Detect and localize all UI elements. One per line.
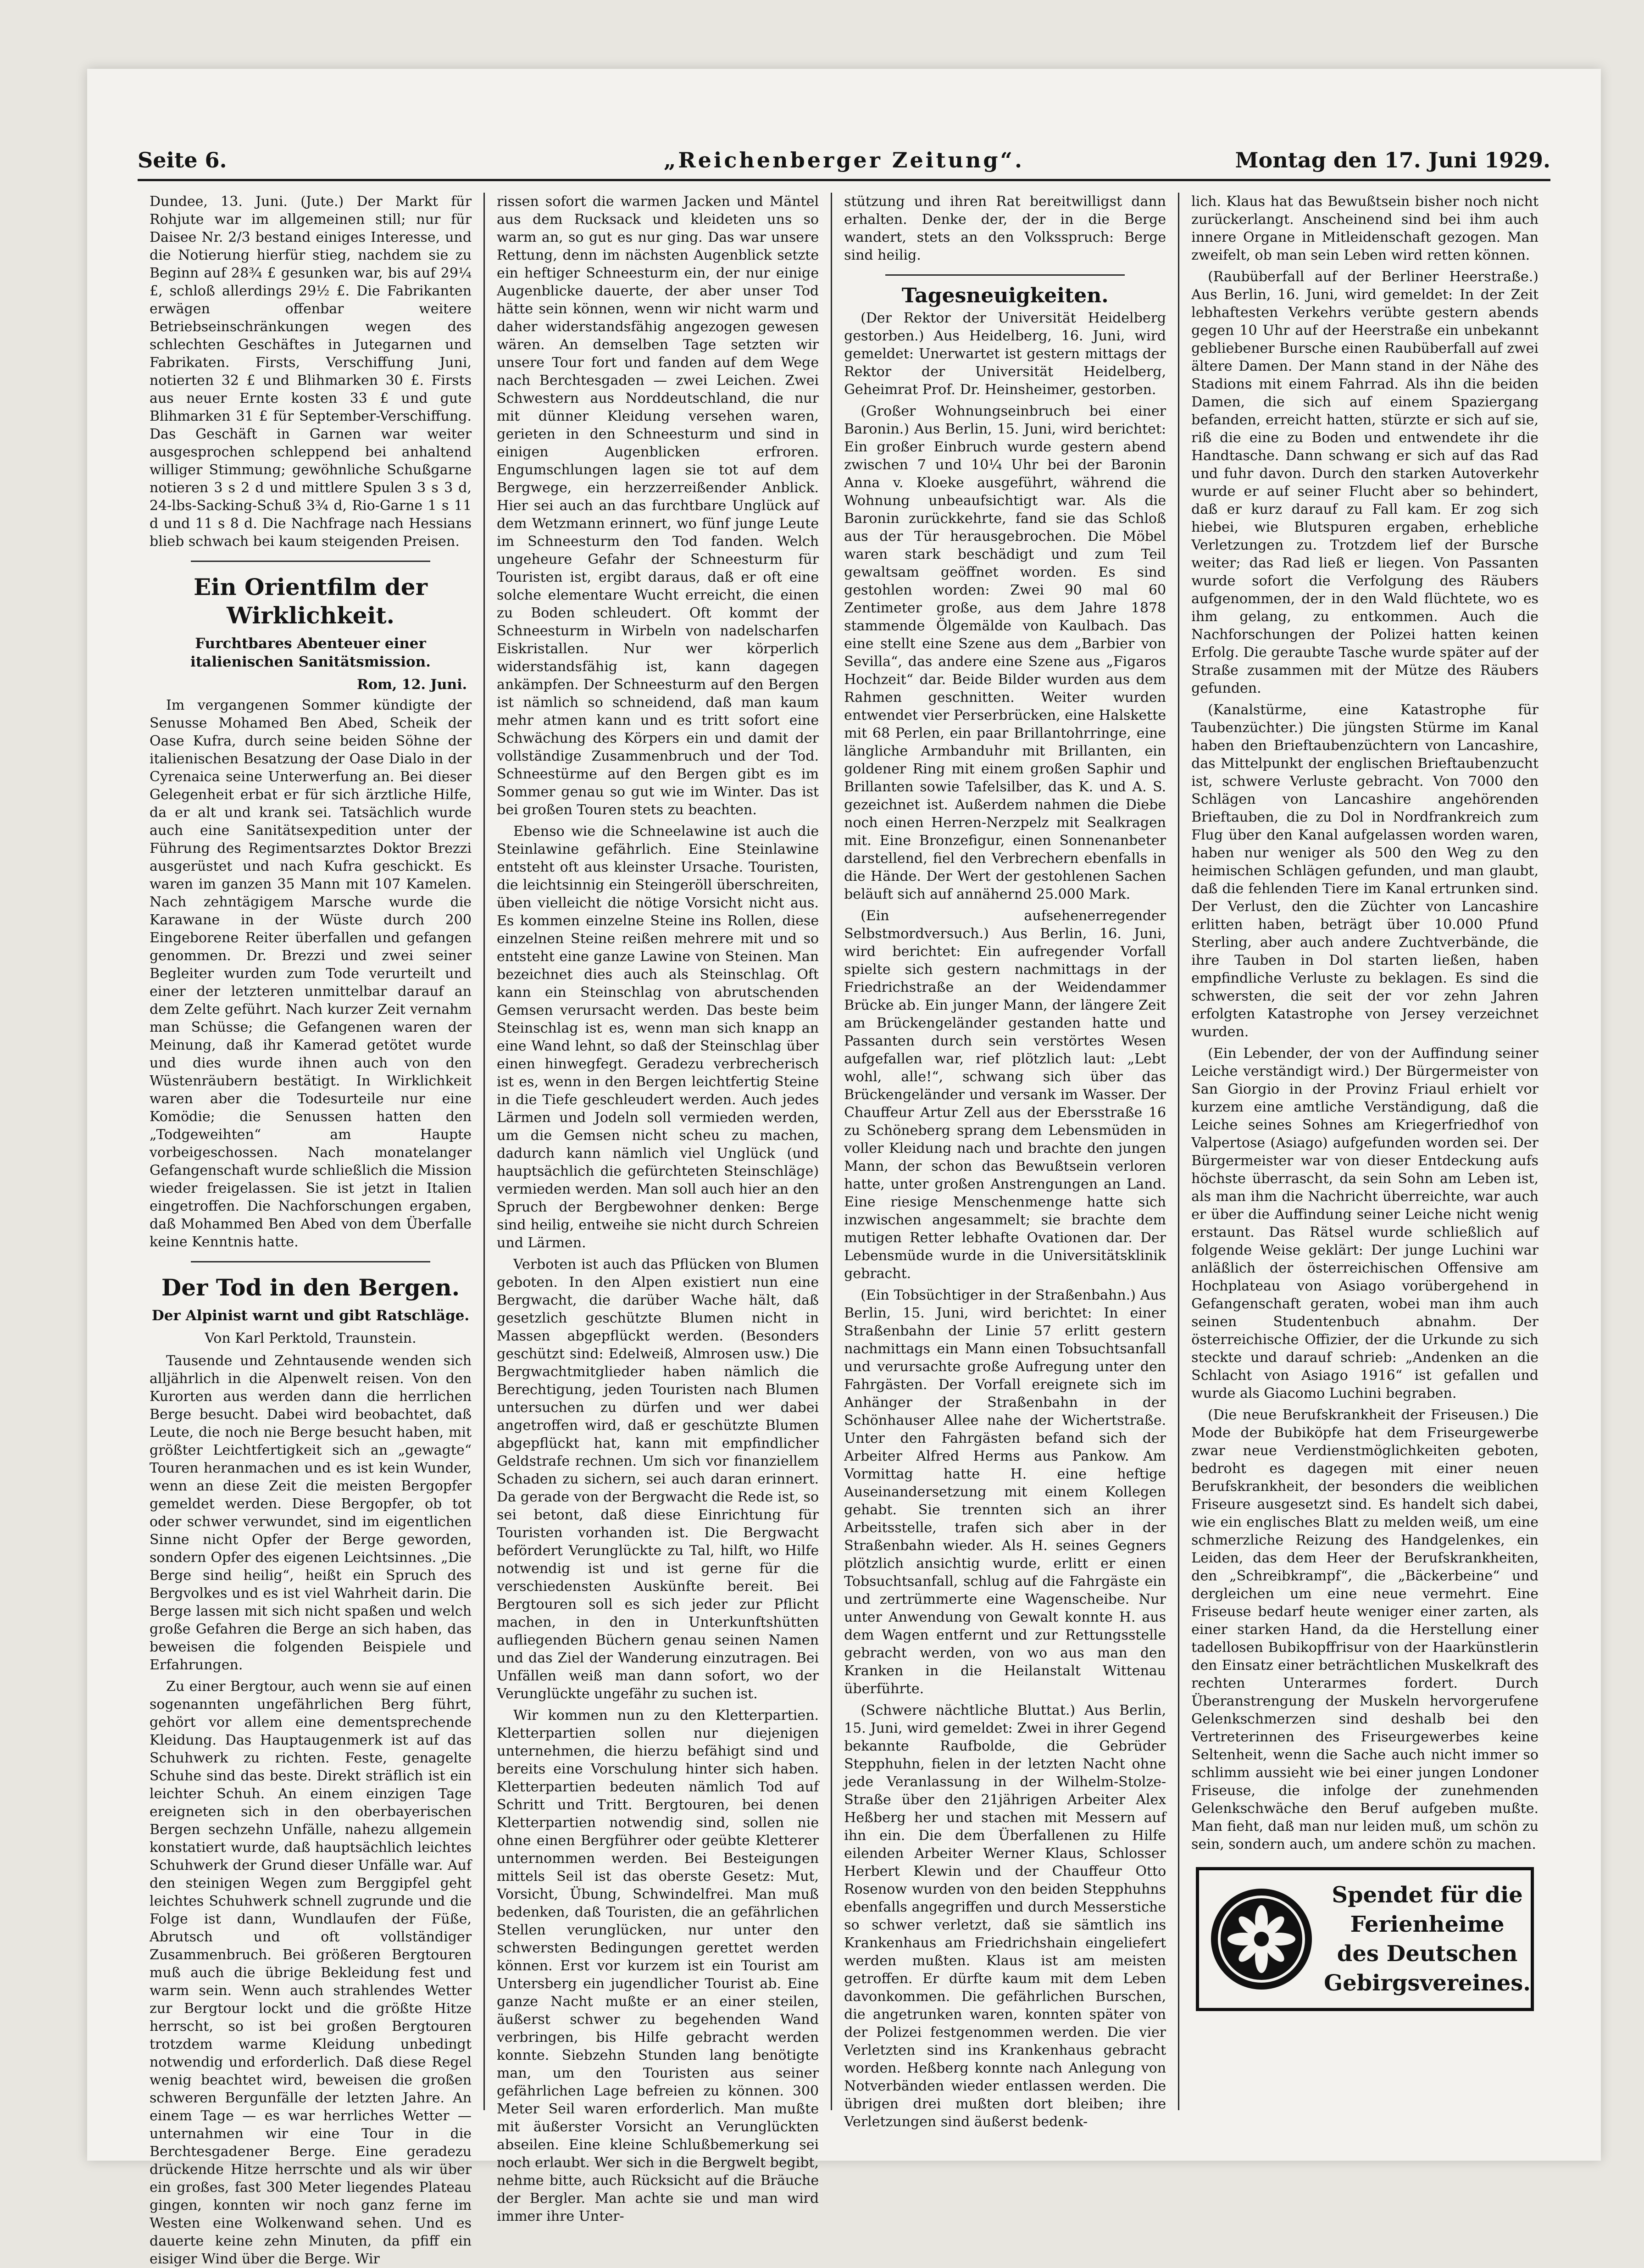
section-heading: Tagesneuigkeiten. — [901, 284, 1109, 307]
article-headline: Ein Orientfilm der Wirklichkeit. — [194, 573, 428, 629]
page-header — [138, 138, 1550, 181]
ad-line: Ferienheime — [1350, 1912, 1505, 1937]
page-number: Seite 6. — [138, 148, 227, 172]
newspaper-page — [87, 69, 1601, 2267]
article-paragraph: Ebenso wie die Schneelawine ist auch die Steinlawine gefährlich. Eine Steinlawine entsteht oft aus kleinster Ursache. Touristen, die leichtsinnig ein Steingeröll überschreiten, üben vielleicht die nötige Vorsicht nicht aus. Es kommen einzelne Steine ins Rollen, diese einzelnen Steine reißen mehrere mit und so entsteht eine ganze Lawine von Steinen. Man bezeichnet dies auch als Steinschlag. Oft kann ein Steinschlag von abrutschenden Gemsen verursacht werden. Das beste beim Steinschlag ist es, wenn man sich knapp an eine Wand lehnt, so daß der Steinschlag über einen hinwegfegt. Geradezu verbrecherisch ist es, wenn in den Bergen leichtfertig Steine in die Tiefe geschleudert werden. Auch jedes Lärmen und Jodeln soll vermieden werden, um die Gemsen nicht scheu zu machen, dadurch kann nämlich viel Unglück (und hauptsächlich die gefürchteten Steinschläge) vermieden werden. Man soll auch hier an den Spruch der Bergbewohner denken: Berge sind heilig, entweihe sie nicht durch Schreien und Lärmen. — [497, 823, 819, 1251]
column-2 — [485, 193, 832, 2224]
article-paragraph: rissen sofort die warmen Jacken und Mäntel aus dem Rucksack und kleideten uns so warm an, so gut es nur ging. Das war unsere Rettung, denn im nächsten Augenblick setzte ein heftiger Schneesturm ein, der nur einige Augenblicke dauerte, der aber unser Tod hätte sein können, wenn wir nicht warm und daher widerstandsfähig angezogen gewesen wären. An demselben Tage setzten wir unsere Tour fort und fanden auf dem Wege nach Berchtesgaden — zwei Leichen. Zwei Schwestern aus Norddeutschland, die nur mit dünner Kleidung versehen waren, gerieten in den Schneesturm und sind in einigen Augenblicken erfroren. Engumschlungen lagen sie tot auf dem Bergwege, ein herzzerreißender Anblick. Hier sei auch an das furchtbare Unglück auf dem Wetzmann erinnert, wo fünf junge Leute im Schneesturm den Tod fanden. Welch ungeheure Gefahr der Schneesturm für Touristen ist, ergibt daraus, daß er oft eine solche elementare Wucht erreicht, die einen zu Boden schleudert. Oft kommt der Schneesturm in Wirbeln von nadelscharfen Eiskristallen. Nur wer körperlich widerstandsfähig ist, kann dagegen ankämpfen. Der Schneesturm auf den Bergen ist nämlich so schneidend, daß man kaum mehr atmen kann und es tritt sofort eine Schwächung des Körpers ein und damit der vollständige Zusammenbruch und der Tod. Schneestürme auf den Bergen gibt es im Sommer genau so gut wie im Winter. Das ist bei großen Touren stets zu beachten. — [497, 194, 819, 818]
article-paragraph: lich. Klaus hat das Bewußtsein bisher noch nicht zurückerlangt. Anscheinend sind bei ihm auch innere Organe in Mitleidenschaft gezogen. Man zweifelt, ob man sein Leben wird retten können. — [1191, 194, 1539, 263]
advertisement-box — [1196, 1867, 1534, 2011]
market-report: Dundee, 13. Juni. (Jute.) Der Markt für Rohjute war im allgemeinen still; nur für Daisee Nr. 2/3 bestand einiges Interesse, und die Notierung hierfür stieg, nachdem sie zu Beginn auf 28¾ £ gesunken war, bis auf 29¼ £, schloß allerdings 29½ £. Die Fabrikanten erwägen offenbar weitere Betriebseinschränkungen wegen des schlechten Geschäftes in Jutegarnen und Fabrikaten. Firsts, Verschiffung Juni, notierten 32 £ und Blihmarken 30 £. Firsts aus neuer Ernte kosten 33 £ und gute Blihmarken 31 £ für September-Verschiffung. Das Geschäft in Garnen war weiter ausgesprochen schleppend bei anhaltend williger Stimmung; gewöhnliche Schußgarne notieren 3 s 2 d und mittlere Spulen 3 s 3 d, 24-lbs-Sacking-Schuß 3¾ d, Rio-Garne 1 s 11 d und 11 s 8 d. Die Nachfrage nach Hessians blieb schwach bei kaum steigenden Preisen. — [150, 194, 472, 550]
newspaper-title: „Reichenberger Zeitung“. — [663, 148, 1025, 172]
ad-line: des Deutschen — [1337, 1941, 1518, 1967]
issue-date: Montag den 17. Juni 1929. — [1235, 148, 1550, 172]
advertisement-text — [1324, 1880, 1531, 1998]
ad-line: Gebirgsvereines. — [1324, 1970, 1531, 1996]
article-headline: Der Tod in den Bergen. — [161, 1274, 460, 1301]
news-item: (Die neue Berufskrankheit der Friseusen.) Die Mode der Bubiköpfe hat dem Friseurgewerbe zwar neue Verdienstmöglichkeiten geboten, bedroht es dagegen mit einer neuen Berufskrankheit, der besonders die weiblichen Friseure ausgesetzt sind. Es handelt sich dabei, wie ein englisches Blatt zu melden weiß, um eine schmerzliche Reizung des Handgelenkes, ein Leiden, das dem Heer der Berufskrankheiten, den „Schreibkrampf“, die „Bäckerbeine“ und dergleichen um eine neue vermehrt. Eine Friseuse bedarf heute weniger einer zarten, als einer starken Hand, da die Herstellung einer tadellosen Bubikopffrisur von der Haarkünstlerin den Einsatz einer beträchtlichen Muskelkraft des rechten Unterarmes fordert. Durch Überanstrengung der Muskeln hervorgerufene Gelenkschmerzen sind deshalb bei den Vertreterinnen des Friseurgewerbes keine Seltenheit, wenn die Sache auch nicht immer so schlimm aussieht wie bei einer jungen Londoner Friseuse, die infolge der zunehmenden Gelenkschwäche den Beruf aufgeben mußte. Man fieht, daß man nur leiden muß, um schön zu sein, sondern auch, um andere schön zu machen. — [1191, 1407, 1539, 1852]
ad-line: Spendet für die — [1332, 1882, 1523, 1908]
article-dateline: Rom, 12. Juni. — [357, 677, 467, 693]
article-paragraph: Im vergangenen Sommer kündigte der Senusse Mohamed Ben Abed, Scheik der Oase Kufra, durch seine beiden Söhne der italienischen Besatzung der Oase Dialo in der Cyrenaica seine Unterwerfung an. Bei dieser Gelegenheit erbat er für sich ärztliche Hilfe, da er alt und krank sei. Tatsächlich wurde auch eine Sanitätsexpedition unter der Führung des Regimentsarztes Doktor Brezzi ausgerüstet und nach Kufra geschickt. Es waren im ganzen 35 Mann mit 107 Kamelen. Nach zehntägigem Marsche wurde die Karawane in der Wüste durch 200 Eingeborene Reiter überfallen und gefangen genommen. Dr. Brezzi und zwei seiner Begleiter wurden zum Tode verurteilt und einer der letzteren unmittelbar darauf an dem Zelte geführt. Nach kurzer Zeit vernahm man Schüsse; die Gefangenen waren der Meinung, daß ihr Kamerad getötet wurde und dies wurde ihnen auch von den Wüstenräubern bestätigt. In Wirklichkeit waren aber die Todesurteile nur eine Komödie; die Senussen hatten den „Todgeweihten“ am Haupte vorbeigeschossen. Nach monatelanger Gefangenschaft wurde schließlich die Mission wieder freigelassen. Sie ist jetzt in Italien eingetroffen. Die Nachforschungen ergaben, daß Mohammed Ben Abed von dem Überfalle keine Kenntnis hatte. — [150, 697, 472, 1250]
article-paragraph: Verboten ist auch das Pflücken von Blumen geboten. In den Alpen existiert nun eine Bergwacht, die darüber Wache hält, daß gesetzlich geschützte Blumen nicht in Massen abgepflückt werden. (Besonders geschützt sind: Edelweiß, Almrosen usw.) Die Bergwachtmitglieder haben nämlich die Berechtigung, jeden Touristen nach Blumen untersuchen zu dürfen und wer dabei angetroffen wird, daß er geschützte Blumen abgepflückt hat, kann mit empfindlicher Geldstrafe rechnen. Um sich vor finanziellem Schaden zu sichern, sei auch daran erinnert. Da gerade von der Bergwacht die Rede ist, so sei betont, daß diese Einrichtung für Touristen vorhanden ist. Die Bergwacht befördert Verunglückte zu Tal, hilft, wo Hilfe notwendig ist und ist gerne für die verschiedensten Auskünfte bereit. Bei Bergtouren soll es sich jeder zur Pflicht machen, in den in Unterkunftshütten aufliegenden Büchern genau seinen Namen und das Ziel der Wanderung einzutragen. Bei Unfällen weiß man dann sofort, wo der Verunglückte ungefähr zu suchen ist. — [497, 1256, 819, 1702]
column-4 — [1179, 193, 1550, 2110]
column-1 — [138, 193, 485, 2267]
news-item: (Ein Lebender, der von der Auffindung seiner Leiche verständigt wird.) Der Bürgermeister von San Giorgio in der Provinz Friaul erhielt vor kurzem eine amtliche Verständigung, daß die Leiche seines Sohnes am Kriegerfriedhof von Valpertose (Asiago) aufgefunden worden sei. Der Bürgermeister war von dieser Entdeckung aufs höchste überrascht, da sein Sohn am Leben ist, als man ihm die Nachricht überreichte, war auch er über die Auffindung seiner Leiche nicht wenig erstaunt. Das Rätsel wurde schließlich auf folgende Weise geklärt: Der junge Luchini war anläßlich der österreichischen Offensive am Hochplateau von Asiago vorübergehend in Gefangenschaft geraten, wobei man ihm auch seinen Studentenbuch abnahm. Der österreichische Offizier, der die Urkunde zu sich steckte und darauf schrieb: „Andenken an die Schlacht von Asiago 1916“ ist gefallen und wurde als Giacomo Luchini begraben. — [1191, 1045, 1539, 1401]
article-paragraph: Tausende und Zehntausende wenden sich alljährlich in die Alpenwelt reisen. Von den Kurorten aus werden dann die herrlichen Berge besucht. Dabei wird beobachtet, daß Leute, die noch nie Berge besucht haben, mit größter Leichtfertigkeit sich an „gewagte“ Touren heranmachen und es ist kein Wunder, wenn an diese Zeit die meisten Bergopfer gemeldet werden. Diese Bergopfer, ob tot oder schwer verwundet, sind im eigentlichen Sinne nicht Opfer der Berge geworden, sondern Opfer des eigenen Leichtsinnes. „Die Berge sind heilig“, heißt ein Spruch des Bergvolkes und es ist viel Wahrheit darin. Die Berge lassen mit sich nicht spaßen und welch große Gefahren die Berge an sich haben, das beweisen die folgenden Beispiele und Erfahrungen. — [150, 1353, 472, 1673]
article-paragraph: Zu einer Bergtour, auch wenn sie auf einen sogenannten ungefährlichen Berg führt, gehört vor allem eine dementsprechende Kleidung. Das Hauptaugenmerk ist auf das Schuhwerk zu richten. Feste, genagelte Schuhe sind das beste. Direkt sträflich ist ein leichter Schuh. An einem einzigen Tage ereigneten sich in den oberbayerischen Bergen sechzehn Unfälle, nahezu allgemein konstatiert wurde, daß hauptsächlich leichtes Schuhwerk der Grund dieser Unfälle war. Auf den steinigen Wegen zum Berggipfel geht leichtes Schuhwerk schnell zugrunde und die Folge ist dann, Wundlaufen der Füße, Abrutsch und oft vollständiger Zusammenbruch. Bei größeren Bergtouren muß auch die übrige Bekleidung fest und warm sein. Wenn auch strahlendes Wetter zur Bergtour lockt und die größte Hitze herrscht, so ist bei großen Bergtouren trotzdem warme Kleidung unbedingt notwendig und erforderlich. Daß diese Regel wenig beachtet wird, beweisen die großen schweren Bergunfälle der letzten Jahre. An einem Tage — es war herrliches Wetter — unternahmen wir eine Tour in die Berchtesgadener Berge. Eine geradezu drückende Hitze herrschte und als wir über ein großes, fast 300 Meter liegendes Plateau gingen, konnten wir noch ganz ferne im Westen eine Wolkenwand sehen. Und es dauerte keine zehn Minuten, da pfiff ein eisiger Wind über die Berge. Wir — [150, 1679, 472, 2267]
divider — [191, 561, 430, 562]
news-item: (Ein aufsehenerregender Selbstmordversuch.) Aus Berlin, 16. Juni, wird berichtet: Ein aufregender Vorfall spielte sich gestern nachmittags in der Friedrichstraße an der Weidendammer Brücke ab. Ein junger Mann, der längere Zeit am Brückengeländer gestanden hatte und Passanten durch sein verstörtes Wesen aufgefallen war, rief plötzlich laut: „Lebt wohl, alle!“, schwang sich über das Brückengeländer und versank im Wasser. Der Chauffeur Artur Zell aus der Ebersstraße 16 zu Schöneberg sprang dem Lebensmüden in voller Kleidung nach und brachte den jungen Mann, der schon das Bewußtsein verloren hatte, unter großen Anstrengungen an Land. Eine riesige Menschenmenge hatte sich inzwischen angesammelt; sie brachte dem mutigen Retter lebhafte Ovationen dar. Der Lebensmüde wurde in die Universitätsklinik gebracht. — [844, 908, 1166, 1282]
news-item: (Kanalstürme, eine Katastrophe für Taubenzüchter.) Die jüngsten Stürme im Kanal haben den Brieftaubenzüchtern von Lancashire, das Mittelpunkt der englischen Brieftaubenzucht ist, schwere Verluste gebracht. Von 7000 den Schlägen von Lancashire angehörenden Brieftauben, die zu Dol in Nordfrankreich zum Flug über den Kanal aufgelassen worden waren, haben nur weniger als 500 den Weg zu den heimischen Schlägen gefunden, und man glaubt, daß die fehlenden Tiere im Kanal ertrunken sind. Der Verlust, den die Züchter von Lancashire erlitten haben, beträgt über 10.000 Pfund Sterling, aber auch andere Zuchtverbände, die ihre Tauben in Dol starten ließen, haben empfindliche Verluste zu beklagen. Es sind die schwersten, die seit der vor zehn Jahren erfolgten Katastrophe von Jersey verzeichnet wurden. — [1191, 702, 1539, 1040]
edelweiss-emblem-icon — [1211, 1889, 1312, 1990]
divider — [885, 274, 1125, 276]
news-item: (Raubüberfall auf der Berliner Heerstraße.) Aus Berlin, 16. Juni, wird gemeldet: In der Zeit lebhaftesten Verkehrs verübte gestern abends gegen 10 Uhr auf der Heerstraße ein unbekannt gebliebener Bursche einen Raubüberfall auf zwei ältere Damen. Der Mann stand in der Nähe des Stadions mit einem Fahrrad. Als ihn die beiden Damen, die sich auf einem Spaziergang befanden, erreicht hatten, stürzte er sich auf sie, riß die eine zu Boden und entwendete ihr die Handtasche. Dann schwang er sich auf das Rad und fuhr davon. Durch den starken Autoverkehr wurde er auf seiner Flucht aber so behindert, daß er kurz darauf zu Fall kam. Er zog sich hiebei, wie Blutspuren ergaben, erhebliche Verletzungen zu. Trotzdem lief der Bursche weiter; das Rad ließ er liegen. Von Passanten wurde sofort die Verfolgung des Räubers aufgenommen, der in den Wald flüchtete, wo es ihm gelang, zu entkommen. Auch die Nachforschungen der Polizei hatten keinen Erfolg. Die geraubte Tasche wurde später auf der Straße zusammen mit der Mütze des Räubers gefunden. — [1191, 269, 1539, 696]
news-item: (Der Rektor der Universität Heidelberg gestorben.) Aus Heidelberg, 16. Juni, wird gemeldet: Unerwartet ist gestern mittags der Rektor der Universität Heidelberg, Geheimrat Prof. Dr. Heinsheimer, gestorben. — [844, 310, 1166, 398]
divider — [191, 1261, 430, 1262]
article-subheadline: Furchtbares Abenteuer einer italienischen Sanitätsmission. — [190, 635, 431, 670]
article-paragraph: stützung und ihren Rat bereitwilligst dann erhalten. Denke der, der in die Berge wandert, stets an den Volksspruch: Berge sind heilig. — [844, 194, 1166, 263]
article-columns — [138, 193, 1550, 2267]
news-item: (Großer Wohnungseinbruch bei einer Baronin.) Aus Berlin, 15. Juni, wird berichtet: Ein großer Einbruch wurde gestern abend zwischen 7 und 10¼ Uhr bei der Baronin Anna v. Kloeke ausgeführt, während die Wohnung unbeaufsichtigt war. Als die Baronin zurückkehrte, fand sie das Schloß aus der Tür herausgebrochen. Die Möbel waren stark beschädigt und zum Teil gewaltsam geöffnet worden. Es sind gestohlen worden: Zwei 90 mal 60 Zentimeter große, aus dem Jahre 1878 stammende Ölgemälde von Kaulbach. Das eine stellt eine Szene aus dem „Barbier von Sevilla“, das andere eine Szene aus „Figaros Hochzeit“ dar. Beide Bilder wurden aus dem Rahmen geschnitten. Weiter wurden entwendet vier Perserbrücken, eine Halskette mit 68 Perlen, ein paar Brillantohrringe, eine längliche Armbanduhr mit Brillanten, ein goldener Ring mit einem großen Saphir und Brillanten sowie Tafelsilber, das K. und A. S. gezeichnet ist. Außerdem nahmen die Diebe noch einen Herren-Nerzpelz mit Sealkragen mit. Eine Bronzefigur, einen Sonnenanbeter darstellend, fiel den Verbrechern ebenfalls in die Hände. Der Wert der gestohlenen Sachen beläuft sich auf annähernd 25.000 Mark. — [844, 403, 1166, 902]
article-subheadline: Der Alpinist warnt und gibt Ratschläge. — [151, 1307, 470, 1324]
news-item: (Schwere nächtliche Bluttat.) Aus Berlin, 15. Juni, wird gemeldet: Zwei in ihrer Gegend bekannte Raufbolde, die Gebrüder Stepphuhn, fielen in der letzten Nacht ohne jede Veranlassung in der Wilhelm-Stolze-Straße über den 21jährigen Arbeiter Alex Heßberg her und stachen mit Messern auf ihn ein. Die dem Überfallenen zu Hilfe eilenden Arbeiter Werner Klaus, Schlosser Herbert Klewin und der Chauffeur Otto Rosenow wurden von den beiden Stepphuhns ebenfalls angegriffen und durch Messerstiche so schwer verletzt, daß sie sämtlich ins Krankenhaus am Friedrichshain eingeliefert werden mußten. Klaus ist am meisten getroffen. Er dürfte kaum mit dem Leben davonkommen. Die gefährlichen Burschen, die angetrunken waren, konnten später von der Polizei festgenommen werden. Die vier Verletzten sind ins Krankenhaus gebracht worden. Heßberg konnte nach Anlegung von Notverbänden wieder entlassen werden. Die übrigen drei mußten dort bleiben; ihre Verletzungen sind äußerst bedenk- — [844, 1702, 1166, 2130]
article-paragraph: Wir kommen nun zu den Kletterpartien. Kletterpartien sollen nur diejenigen unternehmen, die hierzu befähigt sind und bereits eine Vorschulung hinter sich haben. Kletterpartien bedeuten nämlich Tod auf Schritt und Tritt. Bergtouren, bei denen Kletterpartien notwendig sind, sollen nie ohne einen Bergführer oder geübte Kletterer unternommen werden. Bei Besteigungen mittels Seil ist das oberste Gesetz: Mut, Vorsicht, Übung, Schwindelfrei. Man muß bedenken, daß Touristen, die an gefährlichen Stellen verunglücken, nur unter den schwersten Bedingungen gerettet werden können. Erst vor kurzem ist ein Tourist am Untersberg ein jugendlicher Tourist ab. Eine ganze Nacht mußte er an einer steilen, äußerst schwer zu begehenden Wand verbringen, bis Hilfe gebracht werden konnte. Siebzehn Stunden lang benötigte man, um den Touristen aus seiner gefährlichen Lage befreien zu können. 300 Meter Seil waren erforderlich. Man mußte mit äußerster Vorsicht an Verunglückten abseilen. Eine kleine Schlußbemerkung sei noch erlaubt. Wer sich in die Bergwelt begibt, nehme bitte, auch Rücksicht auf die Bräuche der Bergler. Man achte sie und man wird immer ihre Unter- — [497, 1707, 819, 2224]
news-item: (Ein Tobsüchtiger in der Straßenbahn.) Aus Berlin, 15. Juni, wird berichtet: In einer Straßenbahn der Linie 57 erlitt gestern nachmittags ein Mann einen Tobsuchtsanfall und verursachte große Aufregung unter den Fahrgästen. Der Vorfall ereignete sich im Anhänger der Straßenbahn in der Schönhauser Allee nahe der Wichertstraße. Unter den Fahrgästen befand sich der Arbeiter Alfred Herms aus Pankow. Am Vormittag hatte H. eine heftige Auseinandersetzung mit einem Kollegen gehabt. Sie trennten sich an ihrer Arbeitsstelle, trafen sich aber in der Straßenbahn wieder. Als H. seines Gegners plötzlich ansichtig wurde, erlitt er einen Tobsuchtsanfall, schlug auf die Fahrgäste ein und zertrümmerte eine Wagenscheibe. Nur unter Anwendung von Gewalt konnte H. aus dem Wagen entfernt und zur Rettungsstelle gebracht werden, von wo aus man den Kranken in die Heilanstalt Wittenau überführte. — [844, 1287, 1166, 1697]
article-byline: Von Karl Perktold, Traunstein. — [205, 1330, 417, 1346]
column-3 — [832, 193, 1179, 2130]
